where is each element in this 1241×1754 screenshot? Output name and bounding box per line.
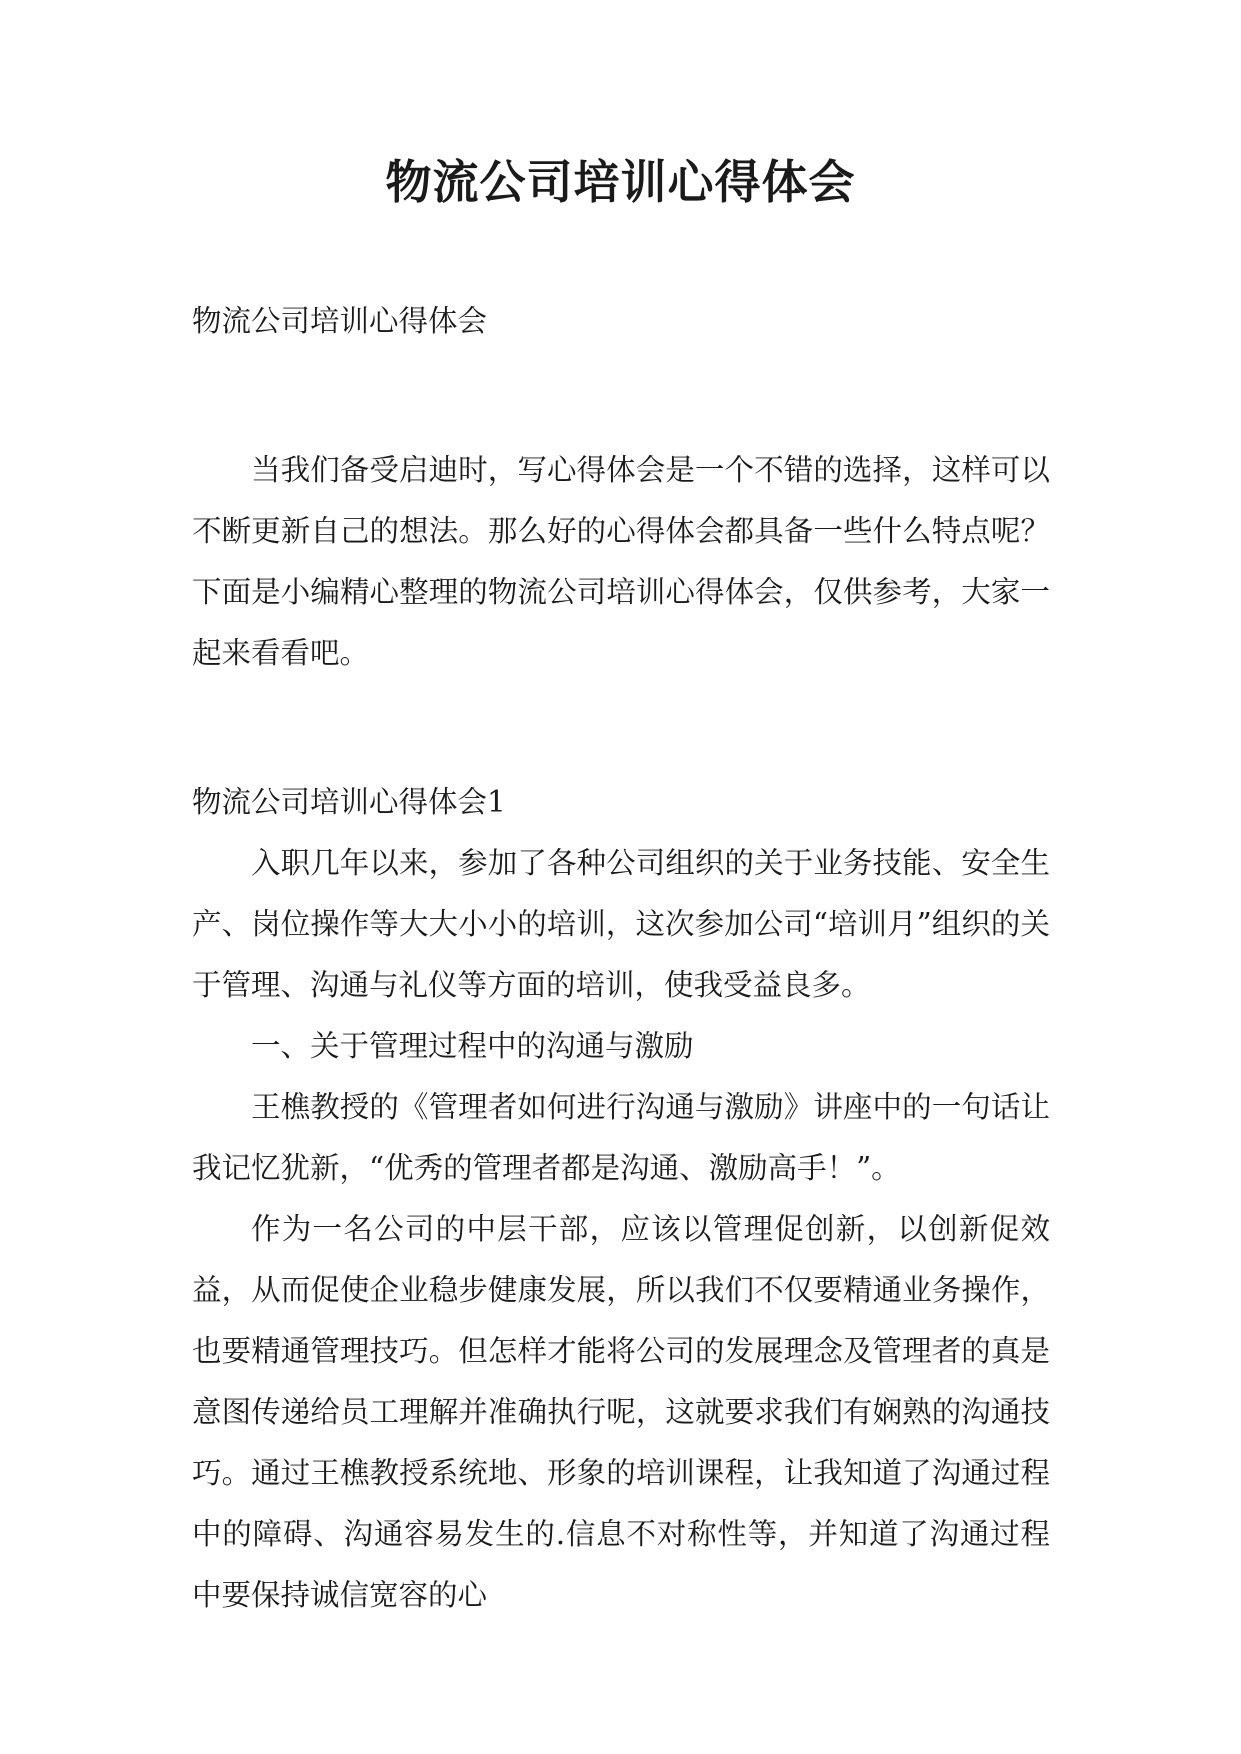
spacer bbox=[192, 684, 1050, 772]
section-heading: 物流公司培训心得体会1 bbox=[192, 785, 506, 819]
intro-paragraph: 当我们备受启迪时，写心得体会是一个不错的选择，这样可以不断更新自己的想法。那么好的心得体会都具备一些什么特点呢？下面是小编精心整理的物流公司培训心得体会，仅供参考，大家一起来看看吧。 bbox=[192, 453, 1050, 670]
subsection-heading: 一、关于管理过程中的沟通与激励 bbox=[251, 1029, 694, 1063]
body-paragraph: 作为一名公司的中层干部，应该以管理促创新，以创新促效益，从而促使企业稳步健康发展，所以我们不仅要精通业务操作，也要精通管理技巧。但怎样才能将公司的发展理念及管理者的真是意图传递给员工理解并准确执行呢，这就要求我们有娴熟的沟通技巧。通过王樵教授系统地、形象的培训课程，让我知道了沟通过程中的障碍、沟通容易发生的.信息不对称性等，并知道了沟通过程中要保持诚信宽容的心 bbox=[192, 1212, 1050, 1612]
body-paragraph: 王樵教授的《管理者如何进行沟通与激励》讲座中的一句话让我记忆犹新，“优秀的管理者都是沟通、激励高手！”。 bbox=[192, 1090, 1050, 1185]
body-paragraph: 入职几年以来，参加了各种公司组织的关于业务技能、安全生产、岗位操作等大大小小的培训，这次参加公司“培训月”组织的关于管理、沟通与礼仪等方面的培训，使我受益良多。 bbox=[192, 846, 1050, 1002]
document-subtitle: 物流公司培训心得体会 bbox=[192, 304, 488, 338]
spacer bbox=[192, 352, 1050, 440]
document-body bbox=[192, 291, 1050, 1626]
document-title: 物流公司培训心得体会 bbox=[385, 155, 856, 209]
